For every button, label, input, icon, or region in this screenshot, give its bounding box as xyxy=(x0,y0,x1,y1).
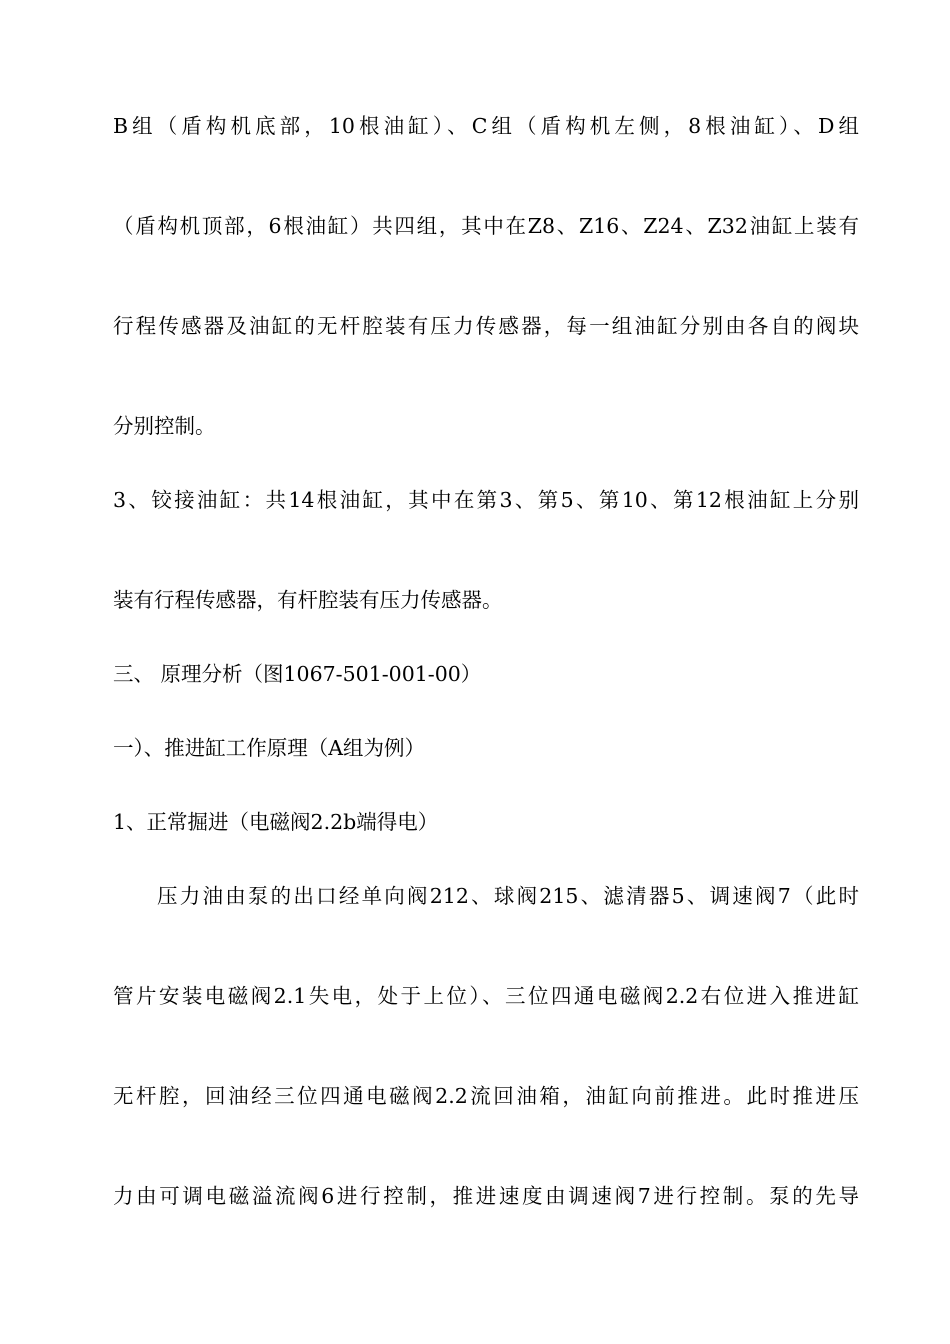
body-line-3: 无杆腔，回油经三位四通电磁阀2.2流回油箱，油缸向前推进。此时推进压 xyxy=(113,1084,859,1108)
paragraph-line-4: 分别控制。 xyxy=(113,414,216,438)
subsection-heading: 一）、推进缸工作原理（A组为例） xyxy=(113,736,426,760)
body-line-2: 管片安装电磁阀2.1失电，处于上位）、三位四通电磁阀2.2右位进入推进缸 xyxy=(113,984,859,1008)
item-heading: 1、正常掘进（电磁阀2.2b端得电） xyxy=(113,810,439,834)
section-heading: 三、 原理分析（图1067-501-001-00） xyxy=(113,662,482,686)
body-line-4: 力由可调电磁溢流阀6进行控制，推进速度由调速阀7进行控制。泵的先导 xyxy=(113,1184,859,1208)
paragraph-line-3: 行程传感器及油缸的无杆腔装有压力传感器，每一组油缸分别由各自的阀块 xyxy=(113,314,859,338)
body-line-1: 压力油由泵的出口经单向阀212、球阀215、滤清器5、调速阀7（此时 xyxy=(157,884,859,908)
paragraph-line-6: 装有行程传感器，有杆腔装有压力传感器。 xyxy=(113,588,503,612)
paragraph-line-1: B组（盾构机底部，10根油缸）、C组（盾构机左侧，8根油缸）、D组 xyxy=(113,114,859,138)
paragraph-line-2: （盾构机顶部，6根油缸）共四组，其中在Z8、Z16、Z24、Z32油缸上装有 xyxy=(113,214,859,238)
paragraph-line-5: 3、铰接油缸：共14根油缸，其中在第3、第5、第10、第12根油缸上分别 xyxy=(113,488,859,512)
